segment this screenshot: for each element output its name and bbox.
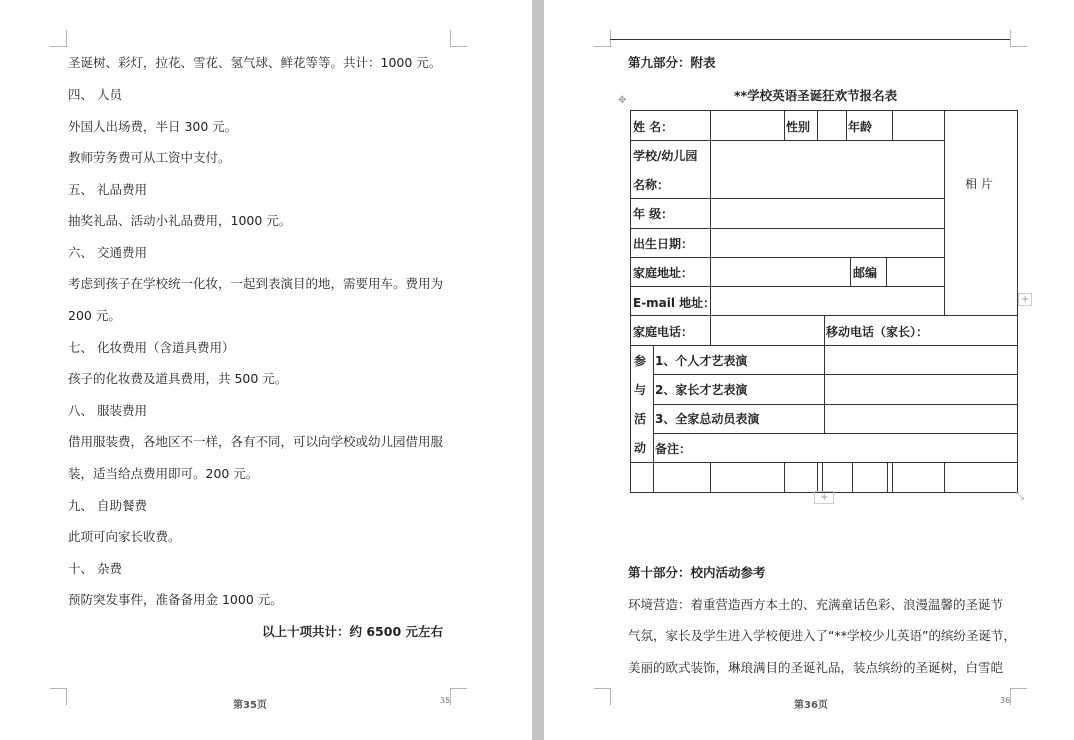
postcode-label: 邮编: [853, 266, 878, 280]
text-line: 教师劳务费可从工资中支付。: [68, 150, 231, 165]
text-line: 抽奖礼品、活动小礼品费用，1000 元。: [68, 213, 292, 228]
activity-option: 3、全家总动员表演: [655, 412, 760, 426]
text-line: 外国人出场费，半日 300 元。: [68, 119, 238, 134]
text-line: 考虑到孩子在学校统一化妆，一起到表演目的地，需要用车。费用为: [68, 276, 444, 291]
page-36: [544, 0, 1074, 740]
page-35: [0, 0, 532, 740]
corner-mark: [50, 688, 67, 705]
participate-char: 与: [634, 383, 647, 397]
page-footer: 第35页: [233, 700, 267, 711]
section-heading: 第十部分：校内活动参考: [628, 565, 766, 580]
address-label: 家庭地址：: [633, 266, 694, 280]
text-line: 此项可向家长收费。: [68, 529, 181, 544]
age-label: 年龄: [848, 120, 873, 134]
header-rule: [610, 39, 1010, 40]
heading-line: 四、 人员: [68, 87, 122, 102]
activity-option: 2、家长才艺表演: [655, 383, 748, 397]
activity-option: 1、个人才艺表演: [655, 354, 748, 368]
text-line: 200 元。: [68, 308, 121, 323]
heading-line: 九、 自助餐费: [68, 498, 147, 513]
text-line: 借用服装费，各地区不一样，各有不同，可以向学校或幼儿园借用服: [68, 434, 444, 449]
text-line: 孩子的化妆费及道具费用，共 500 元。: [68, 371, 288, 386]
form-title: **学校英语圣诞狂欢节报名表: [734, 88, 898, 103]
corner-mark: [1010, 688, 1027, 705]
text-line: 气氛，家长及学生进入学校便进入了“**学校少儿英语”的缤纷圣诞节，: [628, 628, 1016, 643]
home-phone-label: 家庭电话：: [633, 325, 694, 339]
participate-char: 动: [634, 441, 647, 455]
school-label-2: 名称：: [633, 178, 670, 192]
text-line: 预防突发事件，准备备用金 1000 元。: [68, 592, 283, 607]
add-column-icon[interactable]: +: [1018, 293, 1032, 306]
mobile-phone-label: 移动电话（家长）：: [826, 325, 929, 339]
heading-line: 五、 礼品费用: [68, 182, 147, 197]
add-row-icon[interactable]: +: [814, 491, 834, 504]
participate-char: 参: [634, 354, 647, 368]
registration-form-table: [630, 110, 1018, 493]
table-move-handle-icon[interactable]: ✥: [618, 95, 627, 106]
heading-line: 七、 化妆费用（含道具费用）: [68, 340, 235, 355]
remarks-label: 备注：: [655, 442, 692, 456]
grade-label: 年 级：: [633, 207, 674, 221]
email-label: E-mail 地址：: [633, 296, 716, 310]
name-label: 姓 名：: [633, 120, 674, 134]
corner-mark: [594, 688, 611, 705]
section-heading: 第九部分：附表: [628, 55, 716, 70]
gender-label: 性别: [786, 120, 811, 134]
corner-mark: [1010, 30, 1027, 47]
text-line: 美丽的欧式装饰，琳琅满目的圣诞礼品，装点缤纷的圣诞树，白雪皑: [628, 660, 1004, 675]
total-line: 以上十项共计：约 6500 元左右: [262, 624, 443, 639]
corner-mark: [50, 30, 67, 47]
school-label: 学校/幼儿园: [633, 149, 698, 163]
heading-line: 十、 杂费: [68, 561, 122, 576]
text-line: 装，适当给点费用即可。200 元。: [68, 466, 259, 481]
corner-mark: [594, 30, 611, 47]
resize-table-icon[interactable]: ⤡: [1016, 491, 1024, 502]
corner-mark: [450, 688, 467, 705]
page-gutter: [532, 0, 544, 740]
page-number: 36: [1000, 696, 1011, 705]
page-number: 35: [440, 696, 451, 705]
participate-char: 活: [634, 412, 647, 426]
corner-mark: [450, 30, 467, 47]
text-line: 圣诞树、彩灯，拉花、雪花、氢气球、鲜花等等。共计：1000 元。: [68, 55, 442, 70]
page-footer: 第36页: [794, 700, 828, 711]
heading-line: 八、 服装费用: [68, 403, 147, 418]
photo-label: 相 片: [965, 177, 993, 191]
birthday-label: 出生日期：: [633, 237, 694, 251]
heading-line: 六、 交通费用: [68, 245, 147, 260]
text-line: 环境营造：着重营造西方本土的、充满童话色彩、浪漫温馨的圣诞节: [628, 597, 1004, 612]
